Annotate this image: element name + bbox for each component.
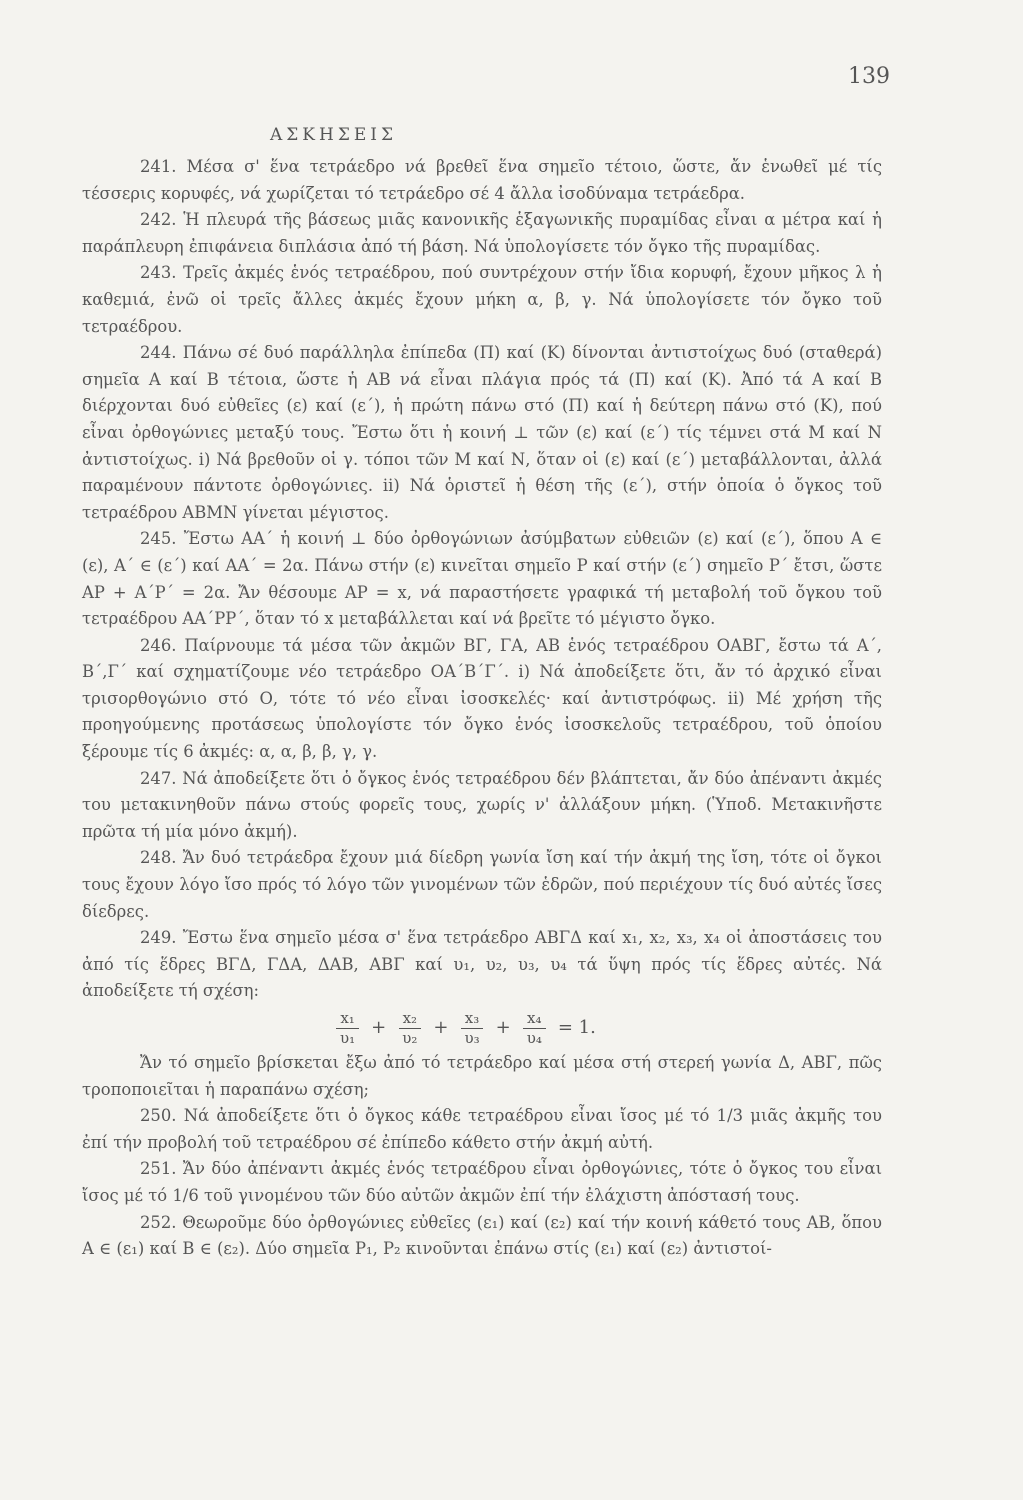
exercise-249: 249. Ἔστω ἕνα σημεῖο μέσα σ' ἕνα τετράεδρο ΑΒΓΔ καί x₁, x₂, x₃, x₄ οἱ ἀποστάσεις του ἀπό τίς ἕδρες ΒΓΔ, ΓΔΑ, ΔΑΒ, ΑΒΓ καί υ₁, υ₂, υ₃, υ₄ τά ὕψη πρός τίς ἕδρες αὐτές. Νά ἀποδείξετε τή σχέση: [82,928,882,1001]
fraction-3 [460,1009,483,1048]
exercise-243: 243. Τρεῖς ἀκμές ἑνός τετραέδρου, πού συντρέχουν στήν ἴδια κορυφή, ἔχουν μῆκος λ ἡ καθεμιά, ἐνῶ οἱ τρεῖς ἄλλες ἀκμές ἔχουν μήκη α, β, γ. Νά ὑπολογίσετε τόν ὄγκο τοῦ τετραέδρου. [82,263,882,336]
section-title: ΑΣΚΗΣΕΙΣ [270,125,397,145]
exercise-250: 250. Νά ἀποδείξετε ὅτι ὁ ὄγκος κάθε τετραέδρου εἶναι ἴσος μέ τό 1/3 μιᾶς ἀκμῆς του ἐπί τήν προβολή τοῦ τετραέδρου σέ ἐπίπεδο κάθετο στήν ἀκμή αὐτή. [82,1106,882,1152]
formula-249 [330,1009,882,1048]
exercise-252: 252. Θεωροῦμε δύο ὀρθογώνιες εὐθεῖες (ε₁) καί (ε₂) καί τήν κοινή κάθετό τους ΑΒ, ὅπου Α ∈ (ε₁) καί Β ∈ (ε₂). Δύο σημεῖα Ρ₁, Ρ₂ κινοῦνται ἐπάνω στίς (ε₁) καί (ε₂) ἀντιστοί- [82,1212,882,1259]
exercise-251: 251. Ἄν δύο ἀπέναντι ἀκμές ἑνός τετραέδρου εἶναι ὀρθογώνιες, τότε ὁ ὄγκος του εἶναι ἴσος μέ τό 1/6 τοῦ γινομένου τῶν δύο αὐτῶν ἀκμῶν ἐπί τήν ἐλάχιστη ἀπόστασή τους. [82,1159,882,1205]
numerator: x₂ [399,1009,421,1029]
equals-one: = 1. [557,1017,596,1039]
exercise-249-continuation: Ἄν τό σημεῖο βρίσκεται ἔξω ἀπό τό τετράεδρο καί μέσα στή στερεή γωνία Δ, ΑΒΓ, πῶς τροποποιεῖται ἡ παραπάνω σχέση; [82,1053,882,1099]
denominator: υ₁ [340,1029,356,1047]
denominator: υ₄ [526,1029,542,1047]
denominator: υ₂ [402,1029,418,1047]
exercise-241: 241. Μέσα σ' ἕνα τετράεδρο νά βρεθεῖ ἕνα σημεῖο τέτοιο, ὥστε, ἄν ἑνωθεῖ μέ τίς τέσσερις κορυφές, νά χωρίζεται τό τετράεδρο σέ 4 ἄλλα ἰσοδύναμα τετράεδρα. [82,157,882,203]
numerator: x₁ [336,1009,358,1029]
denominator: υ₃ [464,1029,480,1047]
plus-sign: + [433,1017,449,1039]
exercise-list [82,154,882,1263]
exercise-242: 242. Ἡ πλευρά τῆς βάσεως μιᾶς κανονικῆς ἑξαγωνικῆς πυραμίδας εἶναι α μέτρα καί ἡ παράπλευρη ἐπιφάνεια διπλάσια ἀπό τή βάση. Νά ὑπολογίσετε τόν ὄγκο τῆς πυραμίδας. [82,210,882,256]
exercise-246: 246. Παίρνουμε τά μέσα τῶν ἀκμῶν ΒΓ, ΓΑ, ΑΒ ἑνός τετραέδρου ΟΑΒΓ, ἔστω τά Α΄, Β΄,Γ΄ καί σχηματίζουμε νέο τετράεδρο ΟΑ΄Β΄Γ΄. i) Νά ἀποδείξετε ὅτι, ἄν τό ἀρχικό εἶναι τρισορθογώνιο στό Ο, τότε τό νέο εἶναι ἰσοσκελές· καί ἀντιστρόφως. ii) Μέ χρήση τῆς προηγούμενης προτάσεως ὑπολογίστε τόν ὄγκο ἑνός ἰσοσκελοῦς τετραέδρου, τοῦ ὁποίου ξέρουμε τίς 6 ἀκμές: α, α, β, β, γ, γ. [82,635,882,762]
numerator: x₄ [523,1009,545,1029]
numerator: x₃ [461,1009,483,1029]
exercise-247: 247. Νά ἀποδείξετε ὅτι ὁ ὄγκος ἑνός τετραέδρου δέν βλάπτεται, ἄν δύο ἀπέναντι ἀκμές του μετακινηθοῦν πάνω στούς φορεῖς τους, χωρίς ν' ἀλλάξουν μήκη. (Ὑποδ. Μετακινῆστε πρῶτα τή μία μόνο ἀκμή). [82,768,882,841]
fraction-4 [523,1009,546,1048]
exercise-245: 245. Ἔστω ΑΑ΄ ἡ κοινή ⊥ δύο ὀρθογώνιων ἀσύμβατων εὐθειῶν (ε) καί (ε΄), ὅπου Α ∈ (ε), Α΄ ∈ (ε΄) καί ΑΑ΄ = 2α. Πάνω στήν (ε) κινεῖται σημεῖο Ρ καί στήν (ε΄) σημεῖο Ρ΄ ἔτσι, ὥστε ΑΡ + Α΄Ρ΄ = 2α. Ἄν θέσουμε ΑΡ = x, νά παραστήσετε γραφικά τή μεταβολή τοῦ ὄγκου τοῦ τετραέδρου ΑΑ΄ΡΡ΄, ὅταν τό x μεταβάλλεται καί νά βρεῖτε τό μέγιστο ὄγκο. [82,529,882,629]
plus-sign: + [371,1017,387,1039]
fraction-1 [336,1009,359,1048]
fraction-2 [398,1009,421,1048]
plus-sign: + [495,1017,511,1039]
exercise-244: 244. Πάνω σέ δυό παράλληλα ἐπίπεδα (Π) καί (Κ) δίνονται ἀντιστοίχως δυό (σταθερά) σημεῖα Α καί Β τέτοια, ὥστε ἡ ΑΒ νά εἶναι πλάγια πρός τά (Π) καί (Κ). Ἀπό τά Α καί Β διέρχονται δυό εὐθεῖες (ε) καί (ε΄), ἡ πρώτη πάνω στό (Π) καί ἡ δεύτερη πάνω στό (Κ), πού εἶναι ὀρθογώνιες μεταξύ τους. Ἔστω ὅτι ἡ κοινή ⊥ τῶν (ε) καί (ε΄) τίς τέμνει στά Μ καί Ν ἀντιστοίχως. i) Νά βρεθοῦν οἱ γ. τόποι τῶν Μ καί Ν, ὅταν οἱ (ε) καί (ε΄) μεταβάλλονται, ἀλλά παραμένουν πάντοτε ὀρθογώνιες. ii) Νά ὁριστεῖ ἡ θέση τῆς (ε΄), στήν ὁποία ὁ ὄγκος τοῦ τετραέδρου ΑΒΜΝ γίνεται μέγιστος. [82,343,882,522]
exercise-248: 248. Ἄν δυό τετράεδρα ἔχουν μιά δίεδρη γωνία ἴση καί τήν ἀκμή της ἴση, τότε οἱ ὄγκοι τους ἔχουν λόγο ἴσο πρός τό λόγο τῶν γινομένων τῶν ἑδρῶν, πού περιέχουν τίς δυό αὐτές ἴσες δίεδρες. [82,848,882,921]
page-number: 139 [848,64,890,89]
